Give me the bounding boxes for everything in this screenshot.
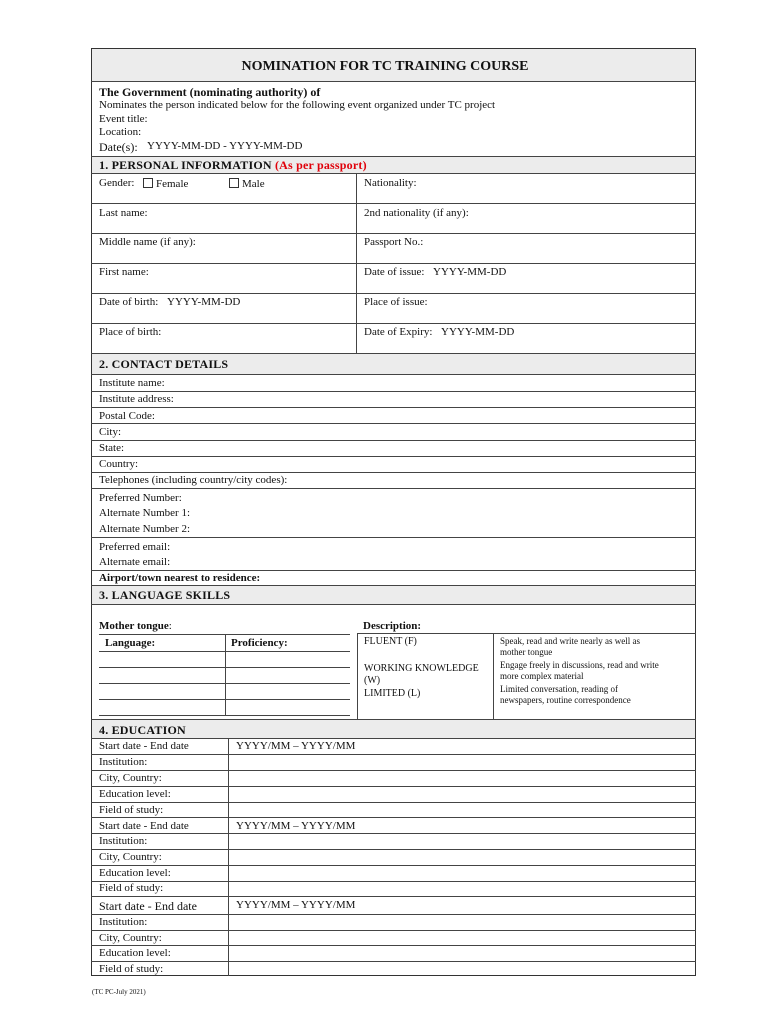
divider (91, 770, 696, 771)
mother-tongue-colon: : (168, 620, 172, 632)
edu-3-field-label: Field of study: (99, 963, 164, 975)
divider (91, 81, 696, 82)
divider (91, 391, 696, 392)
middle-name-label: Middle name (if any): (99, 236, 196, 248)
edu-1-field-label: Field of study: (99, 804, 164, 816)
passport-label: Passport No.: (364, 236, 424, 248)
section-personal-title: 1. PERSONAL INFORMATION (99, 158, 272, 172)
section-personal-heading (99, 159, 367, 171)
last-name-label: Last name: (99, 207, 148, 219)
postal-code-label: Postal Code: (99, 410, 155, 422)
divider (91, 203, 696, 204)
divider (91, 456, 696, 457)
divider (91, 961, 696, 962)
language-column-header: Language: (105, 637, 156, 649)
dob-label: Date of birth: (99, 296, 159, 308)
male-checkbox[interactable] (229, 178, 239, 188)
first-name-label: First name: (99, 266, 149, 278)
second-nationality-field[interactable] (480, 207, 690, 219)
divider (91, 173, 696, 174)
edu-1-institution-field[interactable] (230, 756, 692, 768)
divider (91, 604, 696, 605)
mother-tongue-field[interactable] (180, 620, 350, 632)
alt-number-2-label: Alternate Number 2: (99, 523, 191, 535)
edu-3-city-label: City, Country: (99, 932, 162, 944)
female-option[interactable] (143, 178, 188, 190)
column-divider (225, 634, 226, 716)
column-divider (228, 738, 229, 976)
divider (91, 570, 696, 571)
state-label: State: (99, 442, 125, 454)
location-label: Location: (99, 126, 142, 138)
preferred-number-field[interactable] (190, 492, 690, 504)
divider (91, 817, 696, 818)
expiry-label: Date of Expiry: (364, 326, 433, 338)
edu-2-field-input[interactable] (230, 882, 692, 894)
institute-address-label: Institute address: (99, 393, 174, 405)
proficiency-column-header: Proficiency: (231, 637, 288, 649)
form-title: NOMINATION FOR TC TRAINING COURSE (241, 59, 529, 74)
date-issue-value[interactable]: YYYY-MM-DD (433, 266, 507, 278)
limited-description-1: Limited conversation, reading of (500, 684, 618, 694)
divider (91, 802, 696, 803)
dates-value[interactable]: YYYY-MM-DD - YYYY-MM-DD (147, 140, 303, 152)
proficiency-input-3[interactable] (227, 685, 349, 698)
edu-3-field-input[interactable] (230, 963, 692, 975)
proficiency-input-2[interactable] (227, 669, 349, 682)
edu-2-dates-value[interactable]: YYYY/MM – YYYY/MM (236, 820, 356, 832)
divider (91, 914, 696, 915)
middle-name-field[interactable] (205, 236, 350, 248)
divider (91, 930, 696, 931)
edu-3-dates-label: Start date - End date (99, 899, 197, 913)
institute-name-field[interactable] (175, 377, 690, 389)
pob-label: Place of birth: (99, 326, 162, 338)
preferred-number-label: Preferred Number: (99, 492, 182, 504)
divider (91, 472, 696, 473)
proficiency-input-1[interactable] (227, 653, 349, 666)
edu-3-institution-field[interactable] (230, 916, 692, 928)
divider (91, 945, 696, 946)
location-field[interactable] (150, 126, 690, 138)
institute-address-field[interactable] (185, 393, 690, 405)
place-issue-label: Place of issue: (364, 296, 428, 308)
divider (91, 849, 696, 850)
edu-3-dates-value[interactable]: YYYY/MM – YYYY/MM (236, 899, 356, 911)
language-input-2[interactable] (100, 669, 224, 682)
limited-level: LIMITED (L) (364, 688, 421, 699)
city-field[interactable] (130, 426, 690, 438)
edu-2-institution-label: Institution: (99, 835, 148, 847)
alt-number-1-field[interactable] (200, 507, 690, 519)
government-label: The Government (nominating authority) of (99, 85, 321, 99)
event-title-field[interactable] (160, 113, 690, 125)
proficiency-input-4[interactable] (227, 701, 349, 714)
airport-label: Airport/town nearest to residence: (99, 572, 261, 584)
male-option[interactable] (229, 178, 265, 190)
alternate-email-field[interactable] (178, 556, 690, 568)
alt-number-1-label: Alternate Number 1: (99, 507, 191, 519)
airport-field[interactable] (275, 572, 690, 584)
nationality-field[interactable] (430, 177, 690, 189)
fluent-level: FLUENT (F) (364, 636, 417, 647)
divider (99, 699, 350, 700)
last-name-field[interactable] (160, 207, 350, 219)
edu-1-dates-label: Start date - End date (99, 740, 189, 752)
city-label: City: (99, 426, 122, 438)
gender-label: Gender: (99, 177, 135, 189)
edu-2-field-label: Field of study: (99, 882, 164, 894)
institute-name-label: Institute name: (99, 377, 165, 389)
language-input-3[interactable] (100, 685, 224, 698)
telephones-label: Telephones (including country/city codes): (99, 474, 288, 486)
column-divider (357, 633, 358, 719)
working-description-1: Engage freely in discussions, read and write (500, 660, 659, 670)
date-issue-label: Date of issue: (364, 266, 425, 278)
pob-field[interactable] (170, 326, 350, 338)
postal-code-field[interactable] (165, 410, 690, 422)
divider (91, 786, 696, 787)
edu-3-level-field[interactable] (230, 947, 692, 959)
language-input-1[interactable] (100, 653, 224, 666)
divider (91, 374, 696, 375)
section-contact-title: 2. CONTACT DETAILS (99, 357, 229, 371)
description-label: Description: (363, 620, 422, 632)
second-nationality-label: 2nd nationality (if any): (364, 207, 469, 219)
divider (91, 293, 696, 294)
edu-2-institution-field[interactable] (230, 835, 692, 847)
edu-1-level-field[interactable] (230, 788, 692, 800)
state-field[interactable] (132, 442, 690, 454)
divider (357, 633, 696, 634)
working-level-1: WORKING KNOWLEDGE (364, 663, 479, 674)
alternate-email-label: Alternate email: (99, 556, 171, 568)
dates-label: Date(s): (99, 140, 138, 154)
edu-3-level-label: Education level: (99, 947, 171, 959)
edu-2-dates-label: Start date - End date (99, 820, 189, 832)
edu-2-city-field[interactable] (230, 851, 692, 863)
first-name-field[interactable] (160, 266, 350, 278)
edu-2-city-label: City, Country: (99, 851, 162, 863)
event-title-label: Event title: (99, 113, 148, 125)
preferred-email-field[interactable] (178, 541, 690, 553)
edu-3-institution-label: Institution: (99, 916, 148, 928)
edu-1-city-field[interactable] (230, 772, 692, 784)
passport-note: (As per passport) (274, 158, 367, 172)
alt-number-2-field[interactable] (200, 523, 690, 535)
divider (91, 488, 696, 489)
divider (91, 423, 696, 424)
nationality-label: Nationality: (364, 177, 417, 189)
form-footer-code: (TC PC-July 2021) (92, 988, 146, 996)
divider (91, 833, 696, 834)
place-issue-field[interactable] (440, 296, 690, 308)
expiry-value[interactable]: YYYY-MM-DD (441, 326, 515, 338)
edu-3-city-field[interactable] (230, 932, 692, 944)
divider (99, 715, 350, 716)
edu-1-dates-value[interactable]: YYYY/MM – YYYY/MM (236, 740, 356, 752)
edu-1-field-input[interactable] (230, 804, 692, 816)
divider (91, 263, 696, 264)
working-description-2: more complex material (500, 671, 584, 681)
divider (91, 323, 696, 324)
mother-tongue-label (99, 621, 172, 632)
language-input-4[interactable] (100, 701, 224, 714)
nominates-text: Nominates the person indicated below for the following event organized under TC project (99, 99, 496, 111)
passport-field[interactable] (430, 236, 690, 248)
country-field[interactable] (145, 458, 690, 470)
divider (91, 738, 696, 739)
female-checkbox[interactable] (143, 178, 153, 188)
working-level-2: (W) (364, 675, 381, 686)
divider (99, 683, 350, 684)
divider (91, 233, 696, 234)
divider (91, 896, 696, 897)
dob-value[interactable]: YYYY-MM-DD (167, 296, 241, 308)
limited-description-2: newspapers, routine correspondence (500, 695, 631, 705)
preferred-email-label: Preferred email: (99, 541, 171, 553)
divider (91, 865, 696, 866)
country-label: Country: (99, 458, 139, 470)
divider (91, 440, 696, 441)
column-divider (493, 633, 494, 719)
fluent-description-2: mother tongue (500, 647, 553, 657)
edu-1-institution-label: Institution: (99, 756, 148, 768)
divider (91, 537, 696, 538)
divider (91, 754, 696, 755)
mother-tongue-text: Mother tongue (99, 620, 169, 632)
edu-1-level-label: Education level: (99, 788, 171, 800)
edu-2-level-field[interactable] (230, 867, 692, 879)
male-label: Male (242, 178, 265, 190)
edu-2-level-label: Education level: (99, 867, 171, 879)
female-label: Female (156, 178, 189, 190)
section-education-title: 4. EDUCATION (99, 723, 186, 737)
divider (99, 667, 350, 668)
divider (99, 651, 350, 652)
divider (91, 407, 696, 408)
section-language-title: 3. LANGUAGE SKILLS (99, 588, 231, 602)
edu-1-city-label: City, Country: (99, 772, 162, 784)
fluent-description-1: Speak, read and write nearly as well as (500, 636, 640, 646)
